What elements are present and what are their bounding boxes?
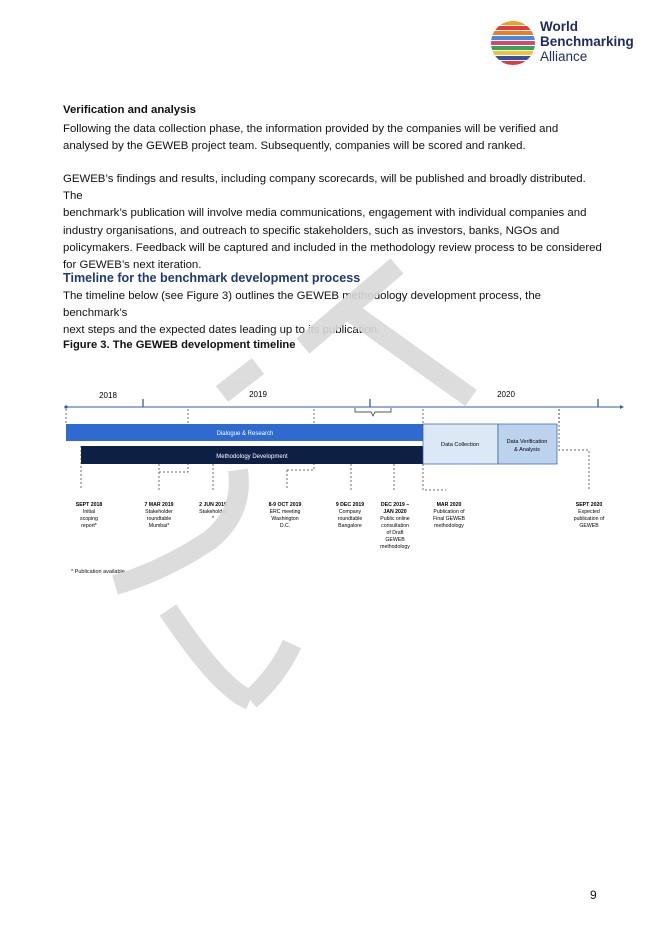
milestone-desc: Publication of bbox=[433, 509, 465, 515]
text-line: policymakers. Feedback will be captured and included in the methodology review process to be considered bbox=[63, 241, 602, 254]
milestone-desc: methodology bbox=[380, 544, 410, 550]
text-line: The timeline below (see Figure 3) outlines the GEWEB methodology development process, the benchmark’s bbox=[63, 290, 542, 320]
milestone-desc: Expected bbox=[578, 509, 600, 515]
milestone-desc: Public online bbox=[380, 516, 410, 522]
logo-line: Alliance bbox=[540, 49, 588, 64]
logo-line: Benchmarking bbox=[540, 34, 634, 49]
milestone-desc: D.C. bbox=[279, 523, 291, 529]
milestone-desc: publication of bbox=[573, 516, 605, 522]
milestone-desc: methodology bbox=[434, 523, 464, 529]
page-number: 9 bbox=[590, 888, 597, 902]
milestone-desc: Company bbox=[338, 509, 362, 515]
milestone-desc: roundtable bbox=[146, 516, 172, 522]
milestone-desc: Mumbai* bbox=[148, 523, 170, 529]
year-label: 2020 bbox=[497, 390, 515, 399]
milestone-desc: GEWEB bbox=[385, 537, 405, 543]
milestone-date: MAR 2020 bbox=[436, 502, 462, 508]
milestone-date: 7 MAR 2019 bbox=[144, 502, 174, 508]
milestone-desc: consultation bbox=[381, 523, 409, 529]
year-label: 2019 bbox=[249, 390, 267, 399]
text-line: next steps and the expected dates leading up to its publication. bbox=[63, 324, 381, 337]
text-line: benchmark’s publication will involve media communications, engagement with individual companies and bbox=[63, 207, 587, 220]
milestone-desc: scoping bbox=[80, 516, 98, 522]
milestone-desc: Washington bbox=[271, 516, 299, 522]
milestone-desc: Stakeholder bbox=[199, 509, 227, 515]
milestone-date: SEPT 2018 bbox=[75, 502, 103, 508]
bar-label: Dialogue & Research bbox=[216, 431, 274, 437]
figure-caption: Figure 3. The GEWEB development timeline bbox=[63, 339, 296, 351]
text-line: analysed by the GEWEB project team. Subsequently, companies will be scored and ranked. bbox=[63, 140, 526, 153]
text-line: Following the data collection phase, the information provided by the companies will be verified and bbox=[63, 123, 559, 135]
bar-label: Methodology Development bbox=[216, 454, 288, 460]
text-line: industry organisations, and outreach to specific stakeholders, such as investors, banks, NGOs and bbox=[63, 224, 560, 237]
milestone-desc: Final GEWEB bbox=[433, 516, 465, 522]
milestone-desc: roundtable bbox=[337, 516, 363, 522]
milestone-desc: Initial bbox=[82, 509, 96, 515]
text-line: for GEWEB’s next iteration. bbox=[63, 259, 202, 272]
text-line: GEWEB’s findings and results, including company scorecards, will be published and broadly distributed. The bbox=[63, 173, 586, 203]
milestone-desc: Stakeholder bbox=[145, 509, 173, 515]
milestone-desc: GEWEB bbox=[579, 523, 599, 529]
consultation-bracket bbox=[355, 408, 391, 416]
logo-line: World bbox=[540, 19, 578, 34]
milestone-desc: * bbox=[211, 516, 215, 522]
milestone-desc: ERC meeting bbox=[269, 509, 301, 515]
milestone-date: 2 JUN 2019 bbox=[199, 502, 227, 508]
milestone-desc: of Draft bbox=[386, 530, 404, 536]
milestone-desc: report* bbox=[81, 523, 97, 529]
bar-label: & Analysis bbox=[514, 447, 540, 453]
milestone-date: DEC 2019 – bbox=[380, 502, 410, 508]
section-heading: Timeline for the benchmark development process bbox=[63, 271, 361, 285]
section-heading: Verification and analysis bbox=[63, 104, 196, 116]
year-label: 2018 bbox=[99, 391, 117, 400]
milestone-date: JAN 2020 bbox=[383, 509, 407, 515]
axis-arrow-icon bbox=[620, 405, 624, 409]
figure-footnote: * Publication available. bbox=[71, 569, 127, 575]
milestone-desc: Bangalore bbox=[338, 523, 362, 529]
milestone-date: 9 DEC 2019 bbox=[335, 502, 365, 508]
bar-label: Data Collection bbox=[441, 442, 479, 448]
milestone-date: SEPT 2020 bbox=[575, 502, 603, 508]
axis-start-dot bbox=[64, 405, 67, 408]
milestone-date: 8-9 OCT 2019 bbox=[268, 502, 302, 508]
bar-label: Data Verification bbox=[506, 439, 548, 445]
